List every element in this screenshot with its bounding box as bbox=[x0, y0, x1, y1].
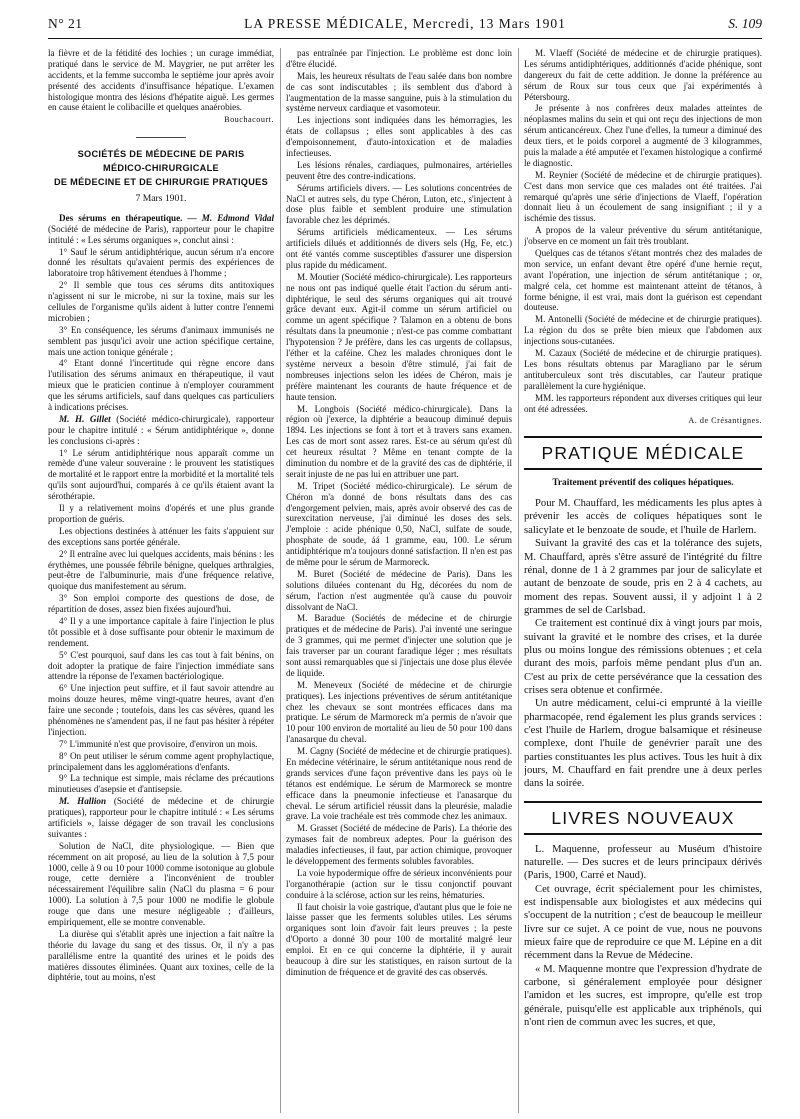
paragraph: 4° Il y a une importance capitale à faire l'injection le plus tôt possible et à dose suffisante pour obtenir le maximum de rendement. bbox=[48, 615, 274, 648]
paragraph: Il y a relativement moins d'opérés et une plus grande proportion de guéris. bbox=[48, 503, 274, 524]
section-heading-3: DE MÉDECINE ET DE CHIRURGIE PRATIQUES bbox=[53, 176, 269, 187]
paragraph: M. Tripet (Société médico-chirurgicale). Le sérum de Chéron m'a donné de bons résultats dans des cas d'engorgement pelvien, mais, après avoir observé des cas de surexcitation nerveuse, j'ai diminué les doses des sels. J'emploie : acide phénique 0,50, NaCl, sulfate de soude, phosphate de soude, áá 1 gramme, eau, 100. Le sérum antidiphtérique m'a toujours donné satisfaction. Il n'en est pas de même pour le sérum de Marmoreck. bbox=[286, 480, 512, 567]
paragraph: M. Grasset (Société de médecine de Paris). La théorie des zymases fait de nombreux adeptes. Pour la guérison des maladies infectieuses, il faut, par action chimique, provoquer le développement des ferments solubles favorables. bbox=[286, 823, 512, 867]
author: — M. Edmond Vidal bbox=[187, 212, 274, 223]
paragraph: M. Longbois (Société médico-chirurgicale). Dans la région où j'exerce, la diphtérie a beaucoup diminué depuis 1894. Les injections se font à tort et à travers sans examen. Les cas de mort sont assez rares. Est-ce au sérum qu'est dû cet heureux résultat ? Même en tenant compte de la diminution du nombre et de la gravité des cas de diphtérie, il serait injuste de ne pas lui en attribuer une part. bbox=[286, 403, 512, 479]
signature: Bouchacourt. bbox=[224, 115, 274, 125]
paragraph: Suivant la gravité des cas et la tolérance des sujets, M. Chauffard, après s'être assuré de l'intégrité du filtre rénal, donne de 1 à 2 grammes par jour de salicylate et autant de benzoate de soude, pris en 2 à 4 cachets, au moment des repas. Souvent aussi, il y adjoint 1 à 2 grammes de sel de Carlsbad. bbox=[524, 538, 762, 616]
page-header bbox=[48, 14, 762, 39]
paragraph: la fièvre et de la fétidité des lochies ; un curage immédiat, pratiqué dans le service de M. Maygrier, ne put arrêter les accidents, et la femme succomba le septième jour après avoir présenté des accidents d'insuffisance hépatique. L'examen histologique montra des lésions d'hépatite aiguë. Les germes en cause étaient le colibacille et quelques anaérobies. bbox=[48, 48, 274, 113]
paragraph: La voie hypodermique offre de sérieux inconvénients pour l'organothérapie (action sur le tissu conjonctif pouvant conduire à la sclérose, action sur les reins, hématuries. bbox=[286, 867, 512, 900]
intro-text: (Société de médecine de Paris), rapporteur pour le chapitre intitulé : « Les sérums organiques », conclut ainsi : bbox=[48, 223, 274, 245]
paragraph: Sérums artificiels médicamenteux. — Les sérums artificiels dilués et additionnés de divers sels (Hg, Fe, etc.) ont été vantés comme susceptibles d'assurer une dispersion plus rapide du médicament. bbox=[286, 227, 512, 270]
paragraph: Ce traitement est continué dix à vingt jours par mois, suivant la gravité et le nombre des crises, et la durée plus ou moins longue des rémissions obtenues ; et cela durant des mois, parfois même pendant plus d'un an. C'est au prix de cette persévérance que la cessation des crises sera obtenue et confirmée. bbox=[524, 618, 762, 696]
paragraph: 1° Le sérum antidiphtérique nous apparaît comme un remède d'une valeur souveraine : le prouvent les statistiques de mortalité et le rapport entre la morbidité et la mortalité tels qu'ils sont aujourd'hui, comparés à ce qu'ils étaient avant la sérothérapie. bbox=[48, 447, 274, 502]
paragraph: 3° En conséquence, les sérums d'animaux immunisés ne semblent pas jusqu'ici avoir une action spécifique certaine, mais une action tonique générale ; bbox=[48, 324, 274, 357]
paragraph: Les lésions rénales, cardiaques, pulmonaires, artérielles peuvent être des contre-indications. bbox=[286, 159, 512, 181]
paragraph: 5° C'est pourquoi, sauf dans les cas tout à fait bénins, on doit adopter la pratique de faire l'injection immédiate sans attendre la réponse de l'examen bactériologique. bbox=[48, 649, 274, 682]
paragraph: 2° Il entraîne avec lui quelques accidents, mais bénins : les érythèmes, une poussée fébrile bénigne, quelques arthralgies, peut-être de l'albuminurie, mais d'une fréquence relative, quoique dus manifestement au sérum. bbox=[48, 548, 274, 592]
article-subtitle: Traitement préventif des coliques hépatiques. bbox=[552, 477, 734, 488]
paragraph: M. Reynier (Société de médecine et de chirurgie pratiques). C'est dans mon service que ces malades ont été traitées. J'ai remarqué qu'après une série d'injections de Vlaeff, l'opération donnait lieu à un écoulement de sang insignifiant ; il y a ischémie des tissus. bbox=[524, 169, 762, 224]
paragraph: Cet ouvrage, écrit spécialement pour les chimistes, est indispensable aux biologistes et aux médecins qui s'occupent de la nutrition ; c'est de beaucoup le meilleur livre sur ce sujet. A ce point de vue, nous ne pouvons mieux faire que de reproduire ce que M. Lépine en a dit récemment dans la Revue de Médecine. bbox=[524, 883, 762, 962]
paragraph: 3° Son emploi comporte des questions de dose, de répartition de doses, assez bien fixées aujourd'hui. bbox=[48, 593, 274, 615]
paragraph: « M. Maquenne montre que l'expression d'hydrate de carbone, si généralement employée pour désigner l'amidon et les sucres, est impropre, qu'elle est trop générale, puisqu'elle est applicable aux triphénols, qui n'ont rien de commun avec les sucres, et que, bbox=[524, 963, 762, 1028]
section-heading-1: SOCIÉTÉS DE MÉDECINE DE PARIS bbox=[77, 149, 245, 160]
paragraph: La diurèse qui s'établit après une injection a fait naître la théorie du lavage du sang et des tissus. Or, il n'y a pas parallélisme entre la quantité des urines et le poids des matières dissoutes éliminées. Quant aux toxines, celle de la diphtérie, tout au moins, n'est bbox=[48, 928, 274, 983]
column-divider bbox=[280, 48, 281, 1113]
paragraph: A propos de la valeur préventive du sérum antitétanique, j'observe en ce moment un fait très troublant. bbox=[524, 225, 762, 247]
page-number: S. 109 bbox=[728, 16, 762, 31]
hallion-intro bbox=[48, 796, 274, 840]
paragraph: M. Meneveux (Société de médecine et de chirurgie pratiques). Les injections préventives de sérum antitétanique chez les chevaux se sont montrées efficaces dans ma pratique. Le sérum de Marmoreck m'a permis de n'avoir que 10 pour 100 environ de mortalité au lieu de 50 pour 100 dans l'anasarque du cheval. bbox=[286, 679, 512, 745]
paragraph: Quelques cas de tétanos s'étant montrés chez des malades de mon service, un enfant devant être opéré d'une hernie reçut, avant l'opération, une injection de sérum antitétanique ; or, malgré cela, cet homme est maintenant atteint de tétanos, à forme bénigne, il est vrai, mais dont la guérison est cependant douteuse. bbox=[524, 248, 762, 313]
paragraph: Un autre médicament, celui-ci emprunté à la vieille pharmacopée, rend également les plus grands services : c'est l'huile de Harlem, drogue balsamique et résineuse complexe, dont l'huile de genévrier paraît une des parties constituantes les plus actives. Tous les huit à dix jours, M. Chauffard en fait prendre une à deux perles dans la soirée. bbox=[524, 698, 762, 790]
pratique-text bbox=[524, 497, 762, 791]
paragraph: M. Vlaeff (Société de médecine et de chirurgie pratiques). Les sérums antidiphtériques, additionnés d'acide phénique, sont dangereux du fait de cette addition. Je donne la préférence au sérum de Roux sur tous ceux que j'ai expérimentés à Pétersbourg. bbox=[524, 48, 762, 102]
paragraph: Les injections sont indiquées dans les hémorragies, les états de collapsus ; elles sont applicables à des cas d'empoisonnement, d'auto-intoxication et de maladies infectieuses. bbox=[286, 115, 512, 159]
paragraph: Sérums artificiels divers. — Les solutions concentrées de NaCl et autres sels, du type Chéron, Luton, etc., s'injectent à dose plus faible et semblent produire une stimulation favorable chez les déprimés. bbox=[286, 182, 512, 226]
article-title: Des sérums en thérapeutique. bbox=[59, 212, 183, 223]
intro-text: (Société médico-chirurgicale), rapporteur pour le chapitre intitulé : « Sérum antidiphtérique », donne les conclusions ci-après : bbox=[48, 413, 274, 446]
paragraph: 7° L'immunité n'est que provisoire, d'environ un mois. bbox=[59, 738, 258, 749]
section-banner-livres: LIVRES NOUVEAUX bbox=[524, 801, 762, 835]
paragraph: M. Cazaux (Société de médecine et de chirurgie pratiques). Les bons résultats obtenus par Maragliano par le sérum antituberculeux sont très discutables, car l'auteur pratique parallèlement la cure hygiénique. bbox=[524, 348, 762, 391]
paragraph: L. Maquenne, professeur au Muséum d'histoire naturelle. — Des sucres et de leurs principaux dérivés (Paris, 1900, Carré et Naud). bbox=[524, 843, 762, 882]
section-banner-pratique: PRATIQUE MÉDICALE bbox=[524, 436, 762, 470]
paragraph: 1° Sauf le sérum antidiphtérique, aucun sérum n'a encore donné les résultats qu'avaient permis des expériences de laboratoire trop hâtivement étendues à l'homme ; bbox=[48, 246, 274, 279]
paragraph: M. Cagny (Société de médecine et de chirurgie pratiques). En médecine vétérinaire, le sérum antitétanique nous rend de grands services d'une façon préventive dans les pays où le tétanos est endémique. Le sérum de Marmoreck se montre efficace dans la pneumonie infectieuse et l'anasarque du cheval. Le sérum artificiel réussit dans la pleurésie, maladie grave. La voie trachéale est très commode chez les animaux. bbox=[286, 746, 512, 822]
column-2 bbox=[286, 48, 512, 1113]
paragraph: 6° Une injection peut suffire, et il faut savoir attendre au moins douze heures, même vingt-quatre heures, avant d'en faire une seconde ; toutefois, dans les cas sévères, quand les phénomènes ne s'amendent pas, il ne faut pas hésiter à répéter l'injection. bbox=[48, 683, 274, 737]
session-date: 7 Mars 1901. bbox=[135, 193, 187, 205]
paragraph: MM. les rapporteurs répondent aux diverses critiques qui leur ont été adressées. bbox=[524, 392, 762, 414]
column-divider bbox=[518, 48, 519, 1113]
paragraph: 4° Etant donné l'incertitude qui règne encore dans l'utilisation des sérums animaux en thérapeutique, il vaut mieux que le praticien continue à n'employer couramment que les sérums artificiels, sauf dans quelques cas particuliers à indications précises. bbox=[48, 358, 274, 413]
author: M. H. Gillet bbox=[59, 413, 111, 424]
gillet-intro bbox=[48, 414, 274, 447]
paragraph: Solution de NaCl, dite physiologique. — Bien que récemment on ait proposé, au lieu de la solution à 7,5 pour 1000, celle à 9 ou 10 pour 1000 comme isotonique au globule rouge, cette dernière a l'inconvénient de troubler nécessairement l'équilibre salin (NaCl du plasma = 6 pour 1000). La solution à 7,5 pour 1000 ne modifie le globule rouge que dans une mesure négligeable ; d'ailleurs, empiriquement, elle se montre convenable. bbox=[48, 840, 274, 927]
conclusions-list-1 bbox=[48, 247, 274, 413]
column-3-text bbox=[524, 48, 762, 414]
paragraph: Je présente à nos confrères deux malades atteintes de néoplasmes malins du sein et qui ont reçu des injections de mon sérum anticancéreux. Chez l'une d'elles, la tumeur a diminué des deux tiers, et le poids corporel a augmenté de 3 kilogrammes, puis la malade a été amputée et l'examen histologique a confirmé le diagnostic. bbox=[524, 103, 762, 168]
paragraph: Les objections destinées à atténuer les faits s'appuient sur des exceptions sans portée générale. bbox=[48, 525, 274, 547]
column-1 bbox=[48, 48, 274, 1113]
conclusions-list-2 bbox=[48, 448, 274, 796]
paragraph: M. Antonelli (Société de médecine et de chirurgie pratiques). La région du dos se prête bien mieux que l'abdomen aux injections sous-cutanées. bbox=[524, 314, 762, 347]
paragraph: Mais, les heureux résultats de l'eau salée dans bon nombre de cas sont indiscutables ; ils semblent dus d'abord à l'augmentation de la masse sanguine, puis à la stimulation du système nerveux cardiaque et vasomoteur. bbox=[286, 70, 512, 114]
paragraph: 8° On peut utiliser le sérum comme agent prophylactique, principalement dans les agglomérations d'enfants. bbox=[48, 750, 274, 772]
divider bbox=[136, 137, 186, 138]
paragraph: 2° Il semble que tous ces sérums dits antitoxiques n'agissent ni sur le microbe, ni sur la toxine, mais sur les cellules de l'organisme qu'ils aident à lutter contre l'ennemi microbien ; bbox=[48, 280, 274, 323]
column-2-text bbox=[286, 48, 512, 978]
issue-number: N° 21 bbox=[48, 16, 83, 31]
article-intro bbox=[48, 213, 274, 246]
intro-text: (Société de médecine et de chirurgie pratiques), rapporteur pour le chapitre intitulé : « Les sérums artificiels », laisse dégager de son travail les conclusions suivantes : bbox=[48, 796, 274, 839]
paragraph: Il faut choisir la voie gastrique, d'autant plus que le foie ne laisse passer que les ferments solubles utiles. Les sérums organiques sont loin d'avoir fait leurs preuves ; la peste d'Oporto a donné 30 pour 100 de mortalité malgré leur emploi. Et en ce qui concerne la diphtérie, il y aurait beaucoup à dire sur les statistiques, en raison surtout de la diminution de fréquence et de gravité des cas observés. bbox=[286, 901, 512, 977]
section-heading-2: MÉDICO-CHIRURGICALE bbox=[103, 162, 219, 173]
author: M. Hallion bbox=[59, 796, 107, 807]
signature: A. de Crésantignes. bbox=[688, 416, 762, 426]
newspaper-title: LA PRESSE MÉDICALE, Mercredi, 13 Mars 1901 bbox=[244, 16, 566, 31]
paragraph: Pour M. Chauffard, les médicaments les plus aptes à prévenir les accès de coliques hépatiques sont le salicylate et le benzoate de soude, et l'huile de Harlem. bbox=[524, 498, 762, 536]
paragraph: M. Baradue (Sociétés de médecine et de chirurgie pratiques et de médecine de Paris). J'ai inventé une seringue de 3 grammes, qui me permet d'injecter une solution que je fais traverser par un courant faradique léger ; mes résultats sont aussi remarquables que si j'injectais une dose plus élevée de liquide. bbox=[286, 613, 512, 678]
paragraph: 9° La technique est simple, mais réclame des précautions minutieuses d'asepsie et d'antisepsie. bbox=[48, 773, 274, 795]
paragraph: pas entraînée par l'injection. Le problème est donc loin d'être élucidé. bbox=[286, 48, 512, 69]
livres-text bbox=[524, 843, 762, 1030]
paragraph: M. Buret (Société de médecine de Paris). Dans les solutions diluées contenant du Hg, décorées du nom de sérum, l'action n'est augmentée qu'à cause du pouvoir dissolvant de NaCl. bbox=[286, 568, 512, 612]
columns bbox=[48, 48, 762, 1113]
paragraph: M. Moutier (Société médico-chirurgicale). Les rapporteurs ne nous ont pas indiqué quelle était l'action du sérum anti-diphtérique, le seul des sérums organiques qui ait trouvé grâce devant eux. Agit-il comme un sérum artificiel ou comme un agent spécifique ? Talamon en a obtenu de bons résultats dans la pneumonie ; n'est-ce pas comme combattant l'hypotension ? Je préfère, dans les cas urgents de collapsus, l'éther et la caféine. Chez les malades chroniques dont le système nerveux a besoin d'être stimulé, j'ai fait de nombreuses injections selon les idées de Chéron, mais je préfère maintenant les courants de haute fréquence et de haute tension. bbox=[286, 271, 512, 402]
column-3 bbox=[524, 48, 762, 1113]
